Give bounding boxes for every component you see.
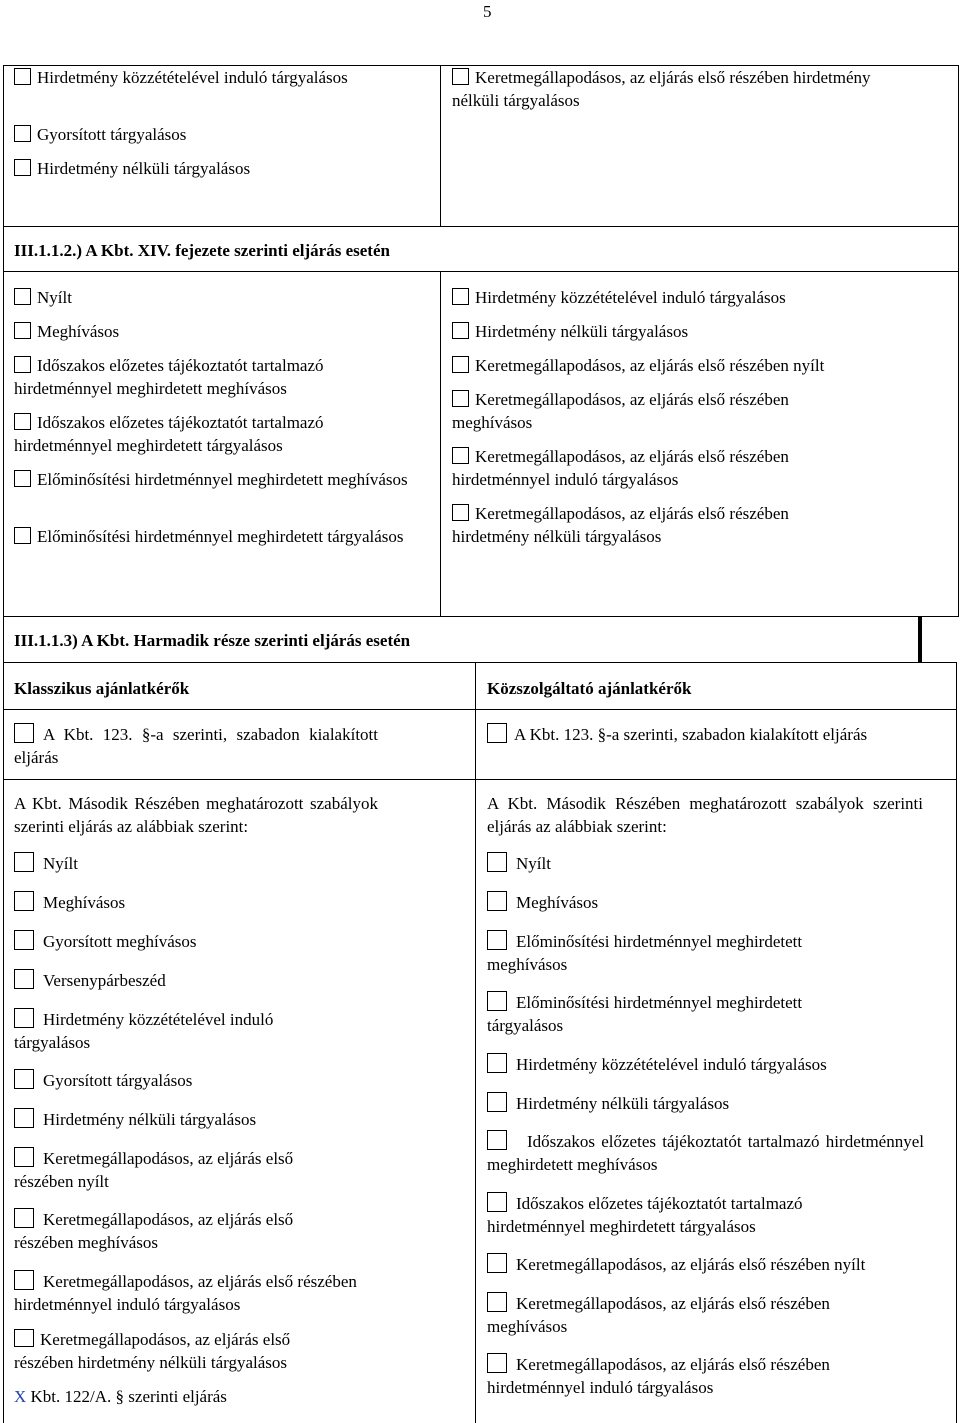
checkbox[interactable] <box>487 852 507 872</box>
s3-left-item-0[interactable]: Nyílt <box>14 852 344 875</box>
s2-right-item-0[interactable]: Hirdetmény közzétételével induló tárgyalásos <box>452 286 902 309</box>
left-free-procedure[interactable]: A Kbt. 123. §-a szerinti, szabadon kialakított eljárás <box>14 725 378 767</box>
section3-row-line-1 <box>3 709 957 710</box>
s3-left-item-2[interactable]: Gyorsított meghívásos <box>14 930 344 953</box>
section2-divider <box>440 271 441 617</box>
s2-left-item-2[interactable]: Időszakos előzetes tájékoztatót tartalmazó hirdetménnyel meghirdetett meghívásos <box>14 356 324 398</box>
s3-right-item-2[interactable]: Előminősítési hirdetménnyel meghirdetett meghívásos <box>487 932 803 974</box>
s3-right-item-6[interactable]: Időszakos előzetes tájékoztatót tartalmazó hirdetménnyel meghirdetett meghívásos <box>487 1132 924 1174</box>
s3-left-item-1[interactable]: Meghívásos <box>14 891 344 914</box>
checkbox[interactable] <box>487 1292 507 1312</box>
checkbox[interactable] <box>14 470 31 487</box>
checkbox[interactable] <box>452 68 469 85</box>
checkbox[interactable] <box>487 1053 507 1073</box>
s1-left-item-0[interactable]: Hirdetmény közzétételével induló tárgyalásos <box>14 66 424 89</box>
s3-right-item-7[interactable]: Időszakos előzetes tájékoztatót tartalmazó hirdetménnyel meghirdetett tárgyalásos <box>487 1194 803 1236</box>
checkbox[interactable] <box>14 527 31 544</box>
checkbox[interactable] <box>452 447 469 464</box>
section3-divider <box>475 662 476 1423</box>
s3-left-item-3[interactable]: Versenypárbeszéd <box>14 969 344 992</box>
checkbox[interactable] <box>487 891 507 911</box>
checkbox[interactable] <box>452 504 469 521</box>
s3-left-item-9[interactable]: Keretmegállapodásos, az eljárás első részében hirdetménnyel induló tárgyalásos <box>14 1272 357 1314</box>
page-number: 5 <box>483 2 492 21</box>
checkbox[interactable] <box>14 852 34 872</box>
checkbox[interactable] <box>487 991 507 1011</box>
s2-left-item-1[interactable]: Meghívásos <box>14 320 424 343</box>
checkbox[interactable] <box>14 125 31 142</box>
checkbox[interactable] <box>14 1208 34 1228</box>
checkbox[interactable] <box>487 1130 507 1150</box>
s2-left-item-5[interactable]: Előminősítési hirdetménnyel meghirdetett tárgyalásos <box>14 525 414 548</box>
checked-x-mark[interactable]: X <box>14 1387 27 1406</box>
checkbox[interactable] <box>14 1270 34 1290</box>
checkbox[interactable] <box>14 413 31 430</box>
s1-left-item-2[interactable]: Hirdetmény nélküli tárgyalásos <box>14 157 424 180</box>
s2-right-item-5[interactable]: Keretmegállapodásos, az eljárás első részében hirdetmény nélküli tárgyalásos <box>452 504 789 546</box>
section2-heading: III.1.1.2.) A Kbt. XIV. fejezete szerinti eljárás esetén <box>14 241 390 260</box>
s3-right-item-10[interactable]: Keretmegállapodásos, az eljárás első részében hirdetménnyel induló tárgyalásos <box>487 1355 830 1397</box>
s2-right-item-2[interactable]: Keretmegállapodásos, az eljárás első részében nyílt <box>452 354 902 377</box>
s3-left-item-4[interactable]: Hirdetmény közzétételével induló tárgyalásos <box>14 1010 274 1052</box>
s3-left-item-6[interactable]: Hirdetmény nélküli tárgyalásos <box>14 1108 344 1131</box>
checkbox[interactable] <box>487 1092 507 1112</box>
checkbox[interactable] <box>14 1069 34 1089</box>
section3-heading-right-bar <box>918 616 921 663</box>
s3-left-item-5[interactable]: Gyorsított tárgyalásos <box>14 1069 344 1092</box>
checkbox[interactable] <box>14 969 34 989</box>
s3-right-item-0[interactable]: Nyílt <box>487 852 927 875</box>
s3-left-item-8[interactable]: Keretmegállapodásos, az eljárás első részében meghívásos <box>14 1210 294 1252</box>
checkbox[interactable] <box>487 1253 507 1273</box>
checkbox[interactable] <box>14 322 31 339</box>
checkbox[interactable] <box>14 159 31 176</box>
checkbox[interactable] <box>14 1108 34 1128</box>
s3-right-item-5[interactable]: Hirdetmény nélküli tárgyalásos <box>487 1092 937 1115</box>
right-intro: A Kbt. Második Részében meghatározott szabályok szerinti eljárás az alábbiak szerint: <box>487 794 923 836</box>
checkbox[interactable] <box>14 1008 34 1028</box>
s2-right-item-1[interactable]: Hirdetmény nélküli tárgyalásos <box>452 320 902 343</box>
s2-right-item-3[interactable]: Keretmegállapodásos, az eljárás első részében meghívásos <box>452 390 789 432</box>
col-left-title: Klasszikus ajánlatkérők <box>14 679 190 698</box>
checkbox[interactable] <box>14 723 34 743</box>
s1-right-item-0[interactable]: Keretmegállapodásos, az eljárás első részében hirdetmény nélküli tárgyalásos <box>452 68 871 110</box>
s3-right-item-9[interactable]: Keretmegállapodásos, az eljárás első részében meghívásos <box>487 1294 830 1336</box>
checkbox[interactable] <box>487 1353 507 1373</box>
left-intro: A Kbt. Második Részében meghatározott szabályok szerinti eljárás az alábbiak szerint: <box>14 794 378 836</box>
checkbox[interactable] <box>487 930 507 950</box>
section1-divider <box>440 65 441 227</box>
s2-left-item-3[interactable]: Időszakos előzetes tájékoztatót tartalmazó hirdetménnyel meghirdetett tárgyalásos <box>14 413 324 455</box>
s3-left-item-7[interactable]: Keretmegállapodásos, az eljárás első részében nyílt <box>14 1149 294 1191</box>
checkbox[interactable] <box>452 288 469 305</box>
checkbox[interactable] <box>14 1329 34 1347</box>
checkbox[interactable] <box>14 1147 34 1167</box>
checkbox[interactable] <box>487 1192 507 1212</box>
checkbox[interactable] <box>487 723 507 743</box>
s3-right-item-8[interactable]: Keretmegállapodásos, az eljárás első részében nyílt <box>487 1253 937 1276</box>
s2-left-item-4[interactable]: Előminősítési hirdetménnyel meghirdetett meghívásos <box>14 468 414 491</box>
section3-heading: III.1.1.3) A Kbt. Harmadik része szerinti eljárás esetén <box>14 631 411 650</box>
right-free-procedure[interactable]: A Kbt. 123. §-a szerinti, szabadon kialakított eljárás <box>487 723 937 746</box>
s1-left-item-1[interactable]: Gyorsított tárgyalásos <box>14 123 424 146</box>
checkbox[interactable] <box>452 356 469 373</box>
s3-left-checked-item[interactable]: X Kbt. 122/A. § szerinti eljárás <box>14 1387 227 1406</box>
checkbox[interactable] <box>452 390 469 407</box>
s3-left-item-10[interactable]: Keretmegállapodásos, az eljárás első részében hirdetmény nélküli tárgyalásos <box>14 1330 291 1372</box>
s3-right-item-4[interactable]: Hirdetmény közzétételével induló tárgyalásos <box>487 1053 937 1076</box>
checkbox[interactable] <box>14 288 31 305</box>
s3-right-item-1[interactable]: Meghívásos <box>487 891 927 914</box>
checkbox[interactable] <box>14 930 34 950</box>
checkbox[interactable] <box>14 891 34 911</box>
s3-right-item-3[interactable]: Előminősítési hirdetménnyel meghirdetett tárgyalásos <box>487 993 803 1035</box>
checkbox[interactable] <box>452 322 469 339</box>
s2-left-item-0[interactable]: Nyílt <box>14 286 424 309</box>
checkbox[interactable] <box>14 356 31 373</box>
section3-row-line-2 <box>3 779 957 780</box>
checkbox[interactable] <box>14 68 31 85</box>
col-right-title: Közszolgáltató ajánlatkérők <box>487 679 692 698</box>
s2-right-item-4[interactable]: Keretmegállapodásos, az eljárás első részében hirdetménnyel induló tárgyalásos <box>452 447 789 489</box>
